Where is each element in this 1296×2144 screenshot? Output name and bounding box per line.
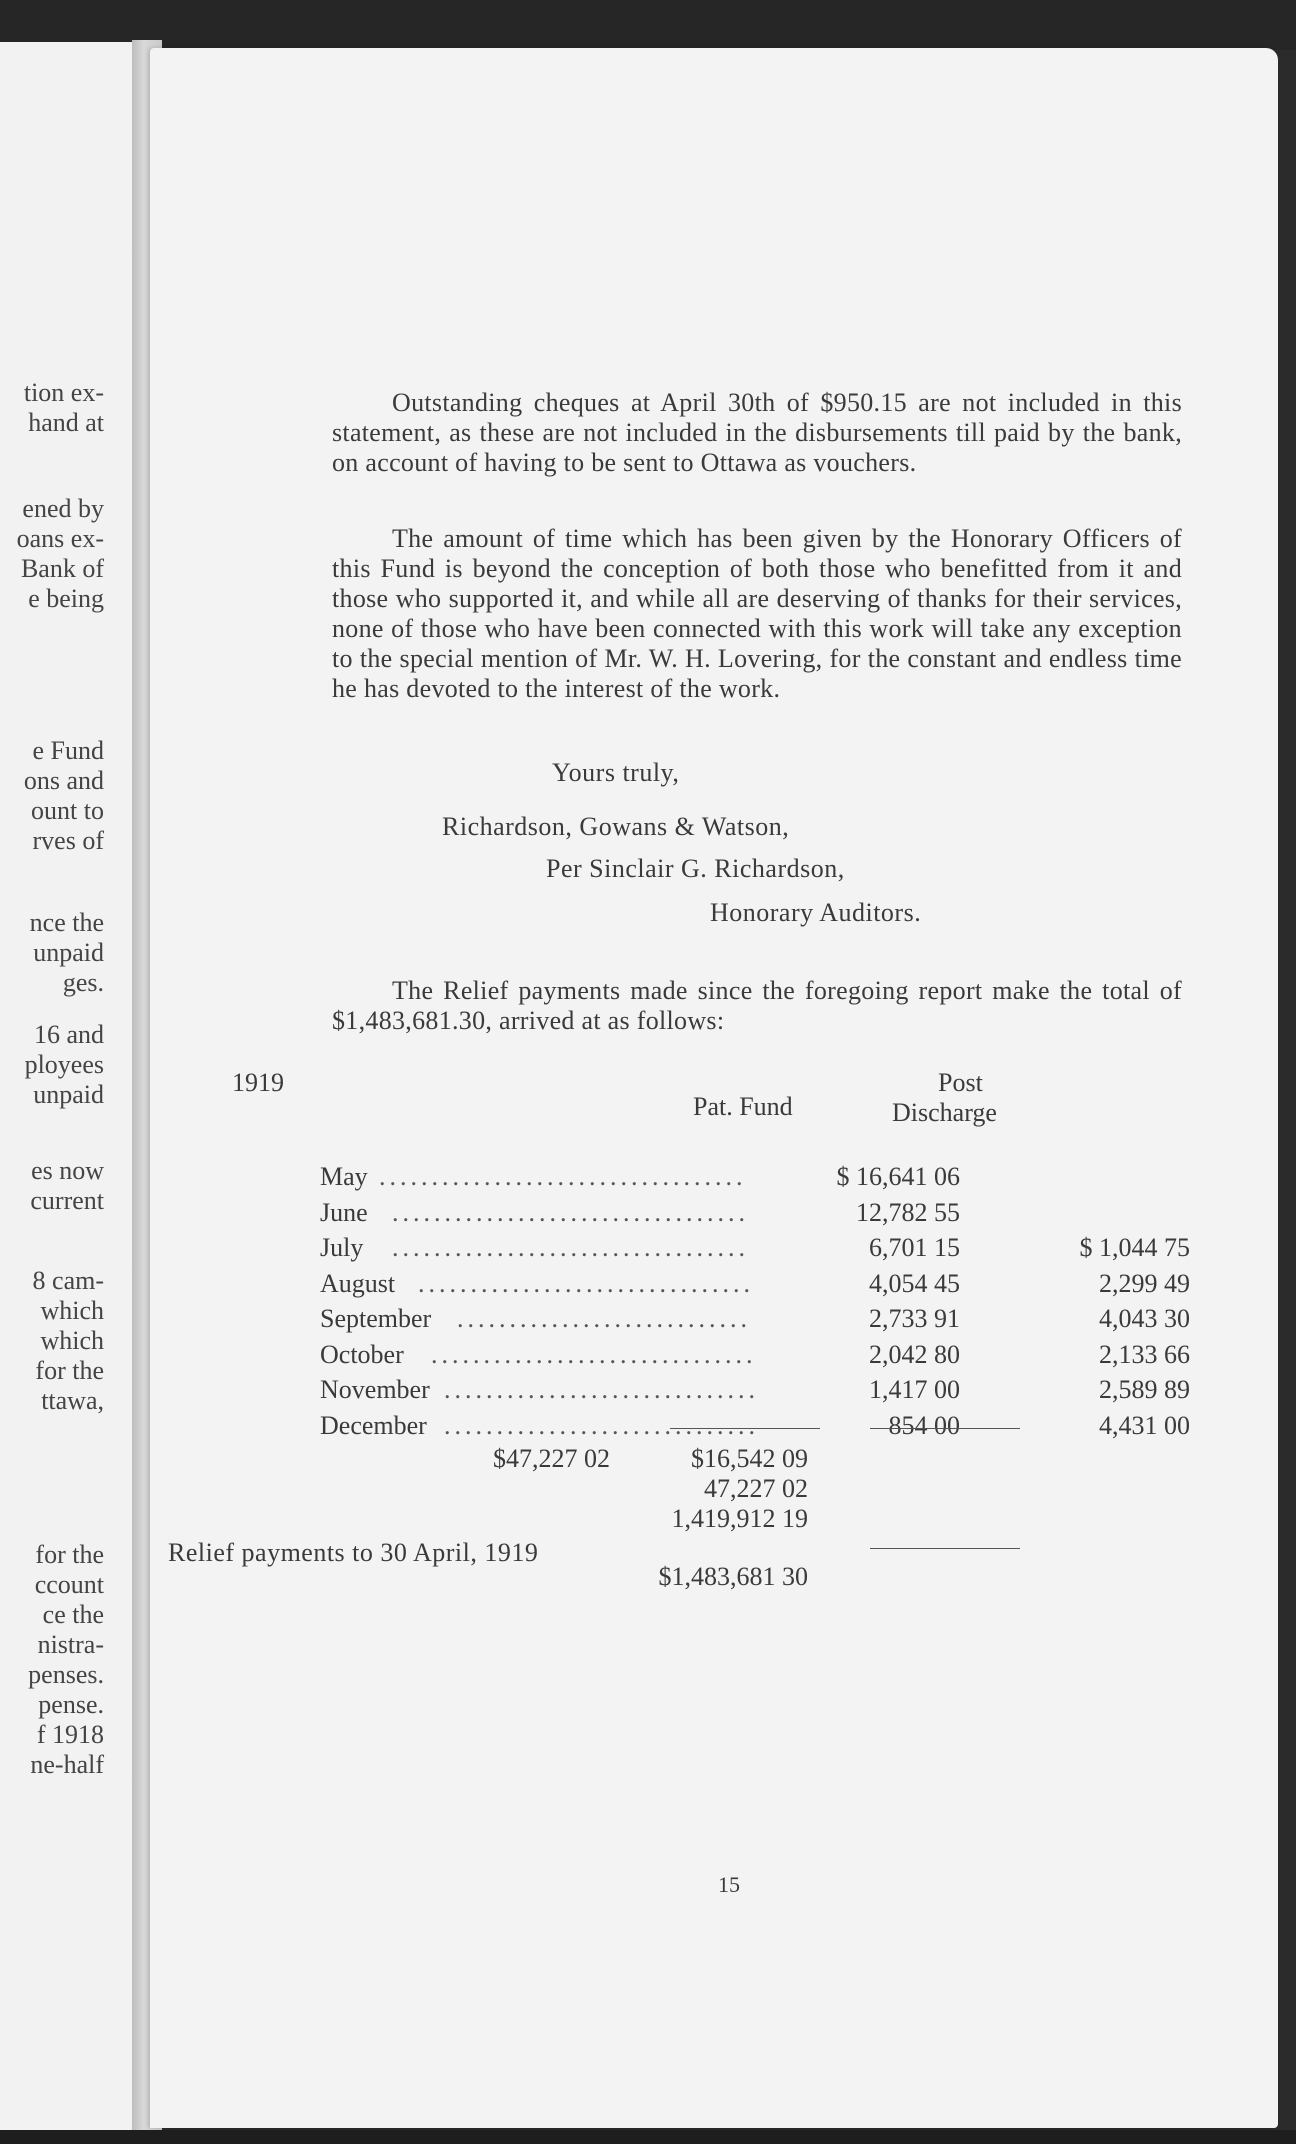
facing-page-text-fragment: e Fund xyxy=(32,736,104,765)
paragraph-relief-total: The Relief payments made since the foregoing report make the total of $1,483,681.30, arrived at as follows: xyxy=(332,976,1182,1035)
table-row xyxy=(320,1340,1190,1374)
facing-page-text-fragment: ttawa, xyxy=(41,1386,104,1415)
row-month: December xyxy=(320,1410,427,1440)
scan-bottom-border xyxy=(0,2130,1296,2144)
table-row xyxy=(320,1269,1190,1303)
row-month: September xyxy=(320,1304,432,1333)
leader-dots: ............................ xyxy=(457,1304,751,1333)
facing-page-text-fragment: ges. xyxy=(62,968,104,997)
facing-page-text-fragment: f 1918 xyxy=(36,1720,104,1749)
row-pat-fund: 4,054 45 xyxy=(869,1268,960,1298)
leader-dots: .............................. xyxy=(444,1375,759,1404)
total-pat-fund: $47,227 02 xyxy=(493,1444,610,1473)
row-pat-fund: 2,042 80 xyxy=(869,1339,960,1369)
facing-page-text-fragment: hand at xyxy=(28,408,104,437)
row-month: July xyxy=(320,1233,364,1262)
row-pat-fund: 1,417 00 xyxy=(869,1375,960,1404)
facing-page-text-fragment: oans ex- xyxy=(16,524,104,553)
row-post-discharge: 2,589 89 xyxy=(1099,1375,1190,1404)
facing-page-text-fragment: 8 cam- xyxy=(32,1266,104,1295)
relief-payments-label: Relief payments to 30 April, 1919 xyxy=(168,1538,539,1567)
facing-page-text-fragment: Bank of xyxy=(20,554,104,583)
leader-dots: .................................. xyxy=(392,1233,749,1262)
row-post-discharge: 4,043 30 xyxy=(1099,1304,1190,1333)
row-post-discharge: 2,133 66 xyxy=(1099,1339,1190,1369)
facing-page-text-fragment: ne-half xyxy=(30,1750,104,1779)
column-discharge-label: Discharge xyxy=(892,1098,997,1127)
table-row xyxy=(320,1198,1190,1232)
row-pat-fund: 12,782 55 xyxy=(856,1197,960,1227)
facing-page-text-fragment: ons and xyxy=(23,766,104,795)
table-row xyxy=(320,1162,1190,1196)
facing-page-text-fragment: unpaid xyxy=(33,938,104,967)
facing-page-text-fragment: for the xyxy=(35,1540,104,1569)
table-row xyxy=(320,1375,1190,1409)
facing-page-text-fragment: ount to xyxy=(31,796,104,825)
facing-page-text-fragment: e being xyxy=(28,584,104,613)
relief-payments-amount: 1,419,912 19 xyxy=(671,1504,808,1533)
grand-total-rule xyxy=(870,1548,1020,1549)
leader-dots: ................................ xyxy=(418,1268,754,1298)
facing-page-text-fragment: current xyxy=(30,1186,104,1215)
facing-page-text-fragment: pense. xyxy=(38,1690,104,1719)
facing-page-text-fragment: ccount xyxy=(34,1570,104,1599)
table-row xyxy=(320,1304,1190,1338)
leader-dots: .............................. xyxy=(444,1410,759,1440)
facing-page-text-fragment: ce the xyxy=(42,1600,104,1629)
row-month: August xyxy=(320,1268,396,1298)
leader-dots: ................................... xyxy=(379,1162,747,1191)
facing-page-text-fragment: ployees xyxy=(24,1050,104,1079)
leader-dots: ............................... xyxy=(431,1339,757,1369)
facing-page-text-fragment: which xyxy=(40,1296,104,1325)
facing-page-text-fragment: penses. xyxy=(28,1660,104,1689)
facing-page-fragment xyxy=(0,42,150,2130)
document-page xyxy=(150,48,1278,2128)
total-post-discharge: $16,542 09 xyxy=(691,1444,808,1473)
facing-page-text-fragment: tion ex- xyxy=(23,378,104,407)
row-post-discharge: $ 1,044 75 xyxy=(1079,1233,1190,1262)
facing-page-text-fragment: rves of xyxy=(32,826,104,855)
signature-closing: Yours truly, xyxy=(552,758,680,787)
row-post-discharge: 2,299 49 xyxy=(1099,1268,1190,1298)
scan-top-border xyxy=(0,0,1296,50)
facing-page-text-fragment: nce the xyxy=(29,908,104,937)
column-post-label: Post xyxy=(938,1068,983,1097)
grand-total: $1,483,681 30 xyxy=(658,1562,808,1591)
facing-page-text-fragment: for the xyxy=(35,1356,104,1385)
table-year: 1919 xyxy=(232,1068,284,1097)
paragraph-outstanding-cheques: Outstanding cheques at April 30th of $950.15 are not included in this statement, as these are not included in the disbursements till paid by the bank, on account of having to be sent to Ottawa as vouchers. xyxy=(332,388,1182,477)
table-row xyxy=(320,1233,1190,1267)
row-pat-fund: 2,733 91 xyxy=(869,1304,960,1333)
subtotal-rule-post xyxy=(870,1428,1020,1429)
row-month: November xyxy=(320,1375,430,1404)
row-pat-fund: 6,701 15 xyxy=(869,1233,960,1262)
row-month: October xyxy=(320,1339,404,1369)
facing-page-text-fragment: es now xyxy=(31,1156,104,1185)
signature-role: Honorary Auditors. xyxy=(710,898,922,927)
page-number: 15 xyxy=(718,1872,740,1897)
facing-page-text-fragment: nistra- xyxy=(37,1630,104,1659)
facing-page-text-fragment: 16 and xyxy=(33,1020,104,1049)
facing-page-text-fragment: ened by xyxy=(22,494,104,523)
column-pat-fund: Pat. Fund xyxy=(693,1092,793,1121)
carry-pat-fund: 47,227 02 xyxy=(704,1474,808,1503)
row-post-discharge: 4,431 00 xyxy=(1099,1410,1190,1440)
row-month: May xyxy=(320,1162,368,1191)
facing-page-text-fragment: unpaid xyxy=(33,1080,104,1109)
leader-dots: .................................. xyxy=(392,1197,749,1227)
row-month: June xyxy=(320,1197,368,1227)
subtotal-rule-pat xyxy=(670,1428,820,1429)
paragraph-honorary-officers: The amount of time which has been given by the Honorary Officers of this Fund is beyond the conception of both those who benefitted from it and those who supported it, and while all are deserving of thanks for their services, none of those who have been connected with this work will take any exception to the special mention of Mr. W. H. Lovering, for the constant and endless time he has devoted to the interest of the work. xyxy=(332,524,1182,703)
signature-firm: Richardson, Gowans & Watson, xyxy=(442,812,790,841)
facing-page-text-fragment: which xyxy=(40,1326,104,1355)
row-pat-fund: $ 16,641 06 xyxy=(836,1162,960,1191)
row-pat-fund: 854 00 xyxy=(888,1410,960,1440)
signature-per: Per Sinclair G. Richardson, xyxy=(546,854,845,883)
